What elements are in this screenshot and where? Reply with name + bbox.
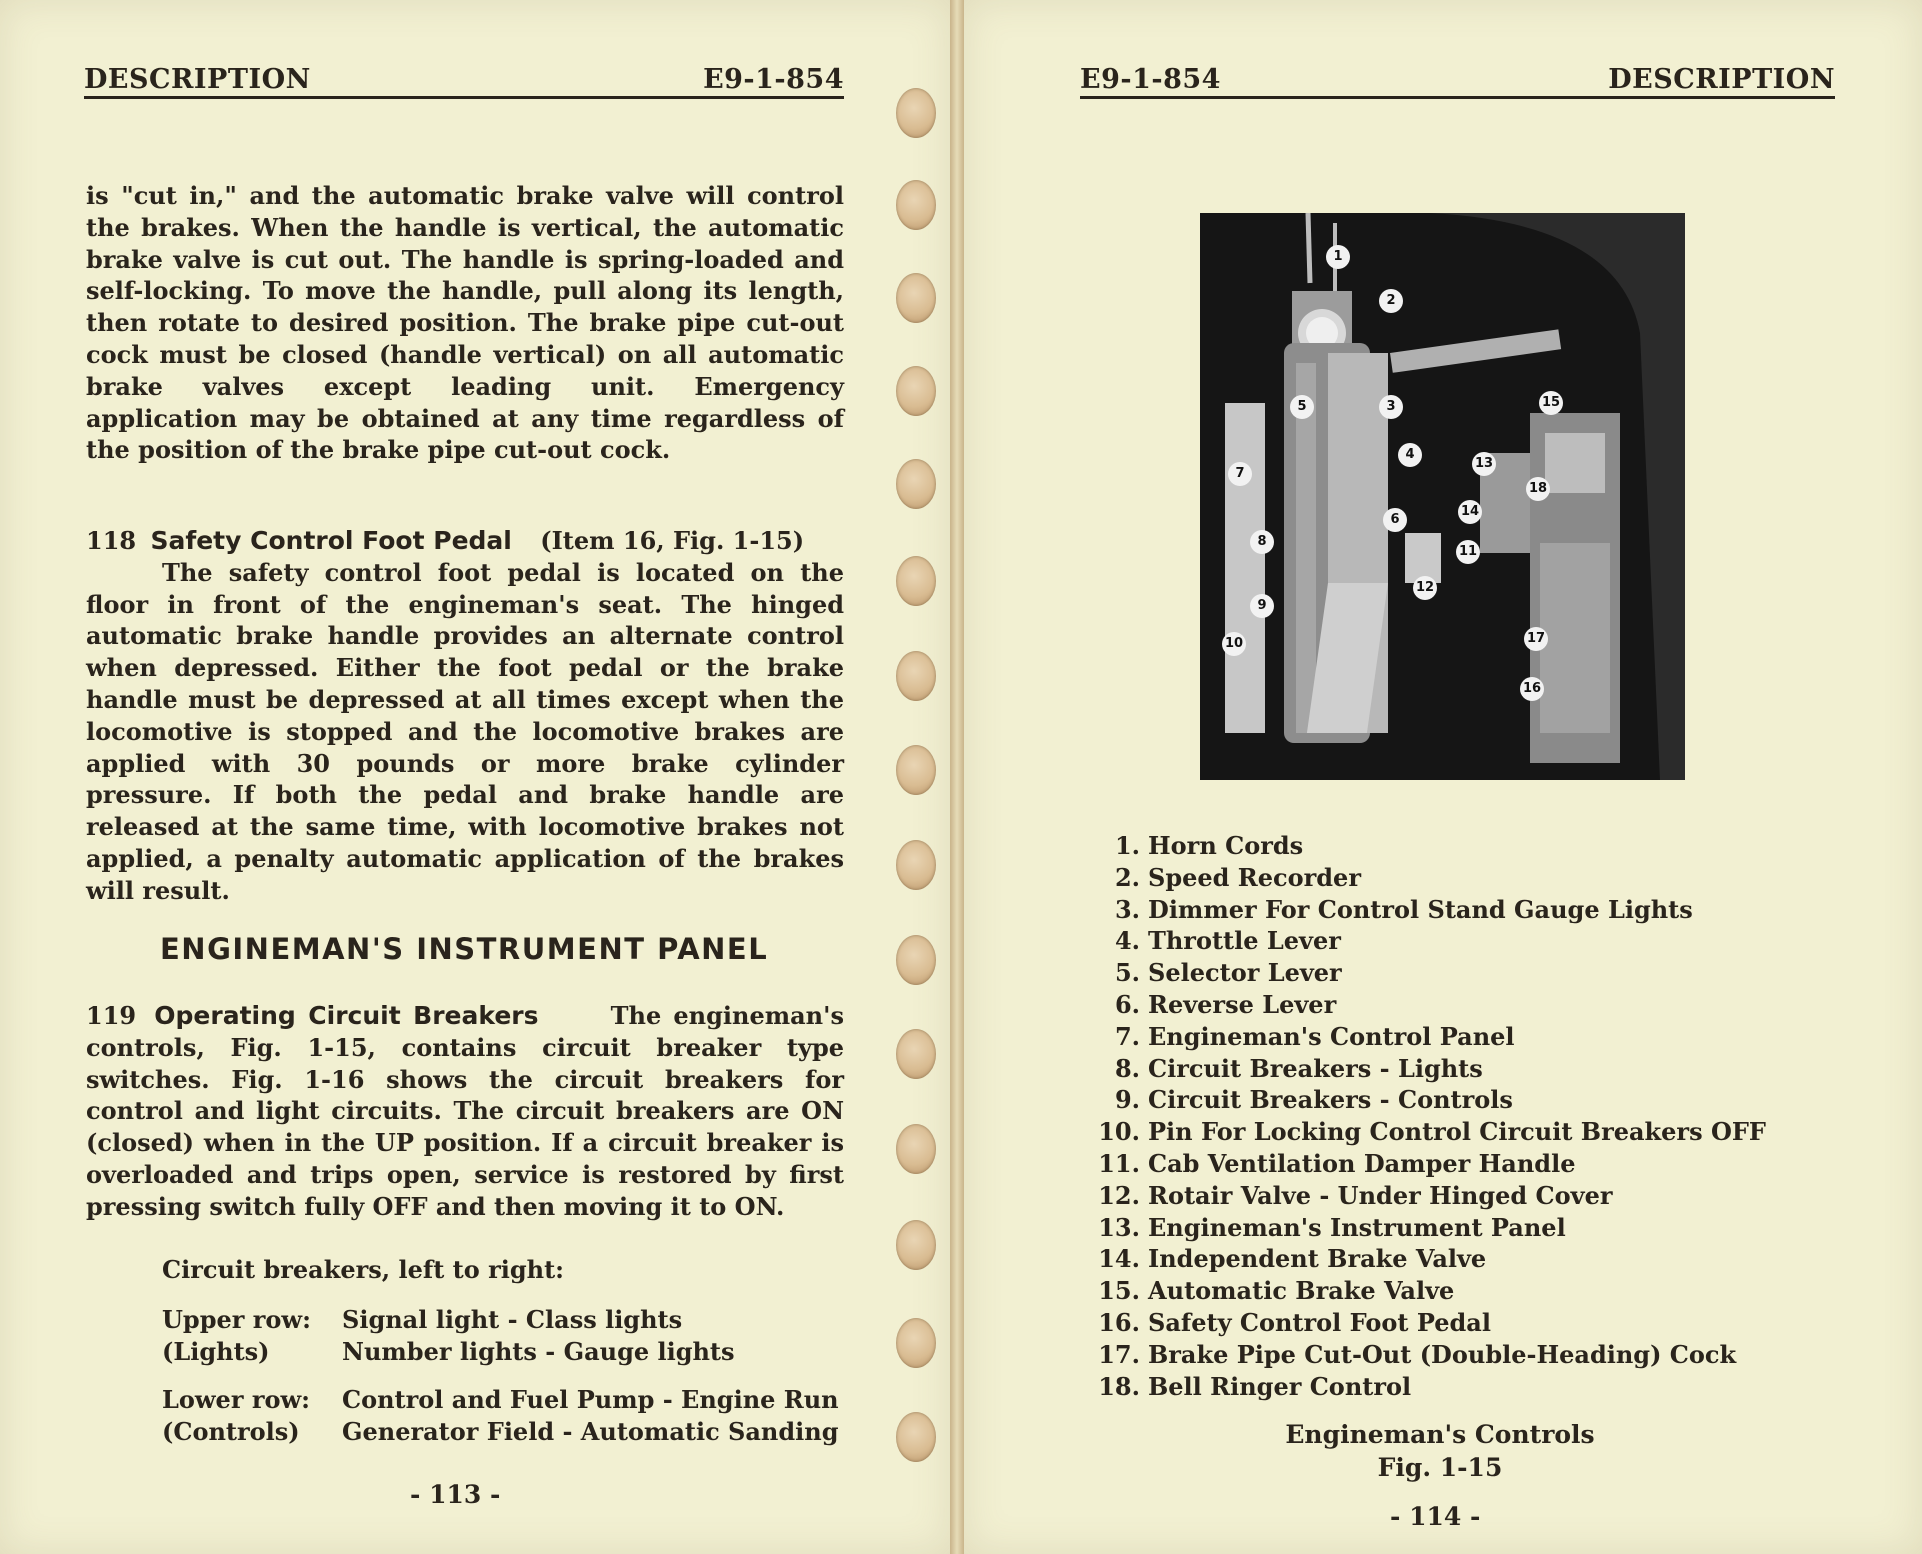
right-header xyxy=(1080,62,1835,99)
binding-hole xyxy=(896,745,936,795)
section-119-text: The engineman's controls, Fig. 1-15, contains circuit breaker type switches. Fig. 1-16 shows the circuit breakers for control and light circuits. The circuit breakers are ON (closed) when in the UP position. If a circuit breaker is overloaded and trips open, service is restored by first pressing switch fully OFF and then moving it to ON. xyxy=(86,1001,844,1221)
circuit-breakers-table xyxy=(162,1304,839,1448)
list-item: 13. Engineman's Instrument Panel xyxy=(1098,1212,1566,1242)
callout-16: 16 xyxy=(1520,677,1544,701)
list-item-label: Brake Pipe Cut-Out (Double-Heading) Cock xyxy=(1148,1339,1737,1369)
list-item-label: Selector Lever xyxy=(1148,958,1342,988)
right-header-code: E9-1-854 xyxy=(1080,64,1221,95)
list-item: 6. Reverse Lever xyxy=(1114,989,1337,1019)
callout-14: 14 xyxy=(1458,500,1482,524)
intro-paragraph: is "cut in," and the automatic brake valve will control the brakes. When the handle is vertical, the automatic brake valve is cut out. The handle is spring-loaded and self-locking. To move the handle, pull along its length, then rotate to desired position. The brake pipe cut-out cock must be closed (handle vertical) on all automatic brake valves except leading unit. Emergency application may be obtained at any time regardless of the position of the brake pipe cut-out cock. xyxy=(86,181,844,465)
section-118-ref: (Item 16, Fig. 1-15) xyxy=(540,526,805,555)
list-item: 15. Automatic Brake Valve xyxy=(1098,1276,1455,1306)
list-item-label: Rotair Valve - Under Hinged Cover xyxy=(1148,1180,1613,1210)
list-item: 16. Safety Control Foot Pedal xyxy=(1098,1307,1491,1337)
callout-6: 6 xyxy=(1383,508,1407,532)
list-item: 7. Engineman's Control Panel xyxy=(1114,1021,1515,1051)
cb-row-value: Signal light - Class lights xyxy=(342,1305,683,1334)
list-item-label: Cab Ventilation Damper Handle xyxy=(1148,1148,1576,1178)
left-header xyxy=(84,62,844,99)
list-item: 18. Bell Ringer Control xyxy=(1098,1371,1412,1401)
section-118-text: The safety control foot pedal is located on the floor in front of the engineman's seat. The hinged automatic brake handle provides an alternate control when depressed. Either the foot pedal or the brake handle must be depressed at all times except when the locomotive is stopped and the locomotive brakes are applied with 30 pounds or more brake cylinder pressure. If both the pedal and brake handle are released at the same time, with locomotive brakes not applied, a penalty automatic application of the brakes will result. xyxy=(86,557,844,905)
callout-8: 8 xyxy=(1250,530,1274,554)
section-118-number: 118 xyxy=(86,526,137,555)
list-item-label: Horn Cords xyxy=(1148,831,1304,860)
circuit-breakers-intro: Circuit breakers, left to right: xyxy=(162,1255,565,1284)
intro-paragraph-block xyxy=(86,180,844,466)
cb-row xyxy=(162,1416,839,1448)
callout-17: 17 xyxy=(1524,627,1548,651)
binding-hole xyxy=(896,273,936,323)
callout-18: 18 xyxy=(1526,477,1550,501)
section-119-number: 119 xyxy=(86,1001,137,1030)
callout-2: 2 xyxy=(1379,289,1403,313)
section-119-title: Operating Circuit Breakers xyxy=(154,1001,539,1030)
list-item: 4. Throttle Lever xyxy=(1114,926,1341,956)
list-item-label: Circuit Breakers - Lights xyxy=(1148,1053,1483,1083)
cb-row-label: (Controls) xyxy=(162,1417,300,1446)
cb-row xyxy=(162,1304,839,1336)
binding-hole xyxy=(896,1318,936,1368)
list-item-label: Reverse Lever xyxy=(1148,989,1337,1019)
binding-hole xyxy=(896,1029,936,1079)
left-header-title: DESCRIPTION xyxy=(84,64,311,95)
section-title: ENGINEMAN'S INSTRUMENT PANEL xyxy=(160,932,769,966)
figure-caption-title: Engineman's Controls xyxy=(1285,1420,1595,1449)
callout-12: 12 xyxy=(1413,576,1437,600)
list-item-label: Automatic Brake Valve xyxy=(1148,1276,1455,1306)
binding-hole xyxy=(896,1220,936,1270)
left-page xyxy=(0,0,950,1554)
list-item: 1. Horn Cords xyxy=(1114,831,1304,860)
list-item: 14. Independent Brake Valve xyxy=(1098,1244,1487,1274)
list-item: 5. Selector Lever xyxy=(1114,958,1342,988)
section-118-heading xyxy=(86,525,844,557)
list-item-label: Speed Recorder xyxy=(1148,862,1361,892)
book-gutter xyxy=(950,0,964,1554)
list-item-label: Bell Ringer Control xyxy=(1148,1371,1412,1401)
list-item-label: Independent Brake Valve xyxy=(1148,1244,1487,1274)
section-119 xyxy=(86,1000,844,1223)
callout-3: 3 xyxy=(1379,395,1403,419)
list-item-label: Engineman's Instrument Panel xyxy=(1148,1212,1566,1242)
callout-9: 9 xyxy=(1250,594,1274,618)
list-item: 10. Pin For Locking Control Circuit Breakers OFF xyxy=(1098,1117,1766,1147)
callout-5: 5 xyxy=(1290,395,1314,419)
cb-row-label: (Lights) xyxy=(162,1337,270,1366)
list-item: 11. Cab Ventilation Damper Handle xyxy=(1098,1148,1576,1178)
list-item: 2. Speed Recorder xyxy=(1114,862,1361,892)
binding-hole xyxy=(896,556,936,606)
binding-hole xyxy=(896,366,936,416)
callout-15: 15 xyxy=(1539,391,1563,415)
cb-row xyxy=(162,1336,839,1368)
callout-11: 11 xyxy=(1456,540,1480,564)
list-item-label: Engineman's Control Panel xyxy=(1148,1021,1515,1051)
binding-hole xyxy=(896,1412,936,1462)
list-item: 17. Brake Pipe Cut-Out (Double-Heading) Cock xyxy=(1098,1339,1737,1369)
binding-hole xyxy=(896,180,936,230)
left-page-number: - 113 - xyxy=(410,1480,501,1509)
callout-7: 7 xyxy=(1228,462,1252,486)
right-page-number: - 114 - xyxy=(1390,1502,1481,1531)
list-item: 9. Circuit Breakers - Controls xyxy=(1114,1085,1513,1115)
cb-row-value: Generator Field - Automatic Sanding xyxy=(342,1417,839,1446)
section-118 xyxy=(86,525,844,907)
binding-hole xyxy=(896,88,936,138)
binding-hole xyxy=(896,840,936,890)
right-header-title: DESCRIPTION xyxy=(1608,64,1835,95)
cb-row-value: Number lights - Gauge lights xyxy=(342,1337,735,1366)
callout-13: 13 xyxy=(1472,452,1496,476)
left-header-code: E9-1-854 xyxy=(703,64,844,95)
cb-row-value: Control and Fuel Pump - Engine Run xyxy=(342,1385,839,1414)
callout-10: 10 xyxy=(1222,632,1246,656)
list-item-label: Safety Control Foot Pedal xyxy=(1148,1307,1491,1337)
controls-photo xyxy=(1200,213,1685,780)
binding-hole xyxy=(896,651,936,701)
binding-hole xyxy=(896,459,936,509)
list-item-label: Throttle Lever xyxy=(1148,926,1341,956)
binding-hole xyxy=(896,1124,936,1174)
list-item-label: Circuit Breakers - Controls xyxy=(1148,1085,1513,1115)
binding-hole xyxy=(896,935,936,985)
section-118-title: Safety Control Foot Pedal xyxy=(150,526,512,555)
controls-photo-drawing xyxy=(1200,213,1685,780)
list-item-label: Pin For Locking Control Circuit Breakers OFF xyxy=(1148,1117,1766,1147)
list-item: 8. Circuit Breakers - Lights xyxy=(1114,1053,1483,1083)
list-item: 3. Dimmer For Control Stand Gauge Lights xyxy=(1114,894,1693,924)
callout-4: 4 xyxy=(1398,443,1422,467)
cb-row-label: Lower row: xyxy=(162,1385,310,1414)
cb-row-label: Upper row: xyxy=(162,1305,311,1334)
controls-legend xyxy=(1084,830,1766,1402)
list-item: 12. Rotair Valve - Under Hinged Cover xyxy=(1098,1180,1613,1210)
callout-1: 1 xyxy=(1326,245,1350,269)
cb-row xyxy=(162,1384,839,1416)
figure-caption-number: Fig. 1-15 xyxy=(1377,1453,1503,1482)
section-119-text-block xyxy=(86,1000,844,1223)
list-item-label: Dimmer For Control Stand Gauge Lights xyxy=(1148,894,1693,924)
